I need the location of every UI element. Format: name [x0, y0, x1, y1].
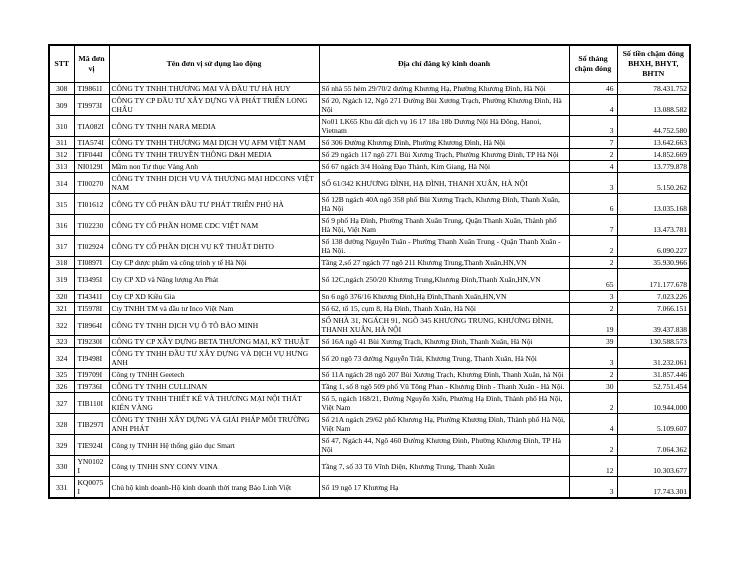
cell-unit-name: CÔNG TY CP XÂY DỰNG BETA THƯƠNG MẠI, KỸ THUẬT: [109, 336, 319, 348]
cell-unit-name: CÔNG TY TNHH TRUYỀN THÔNG D&H MEDIA: [109, 149, 319, 161]
cell-unit-code: TIA082I: [74, 116, 109, 137]
cell-stt: 320: [49, 291, 74, 303]
cell-address: Tầng 7, số 33 Tô Vĩnh Diện, Khương Trung, Thanh Xuân: [319, 456, 569, 477]
cell-amount-late: 13.642.663: [617, 137, 690, 149]
cell-unit-name: CÔNG TY TNHH THƯƠNG MẠI VÀ ĐẦU TƯ HÀ HUY: [109, 83, 319, 95]
cell-unit-name: Công ty TNHH SNY CONY VINA: [109, 456, 319, 477]
table-row: [49, 257, 690, 269]
column-header-unit-name: Tên đơn vị sử dụng lao động: [109, 45, 319, 83]
cell-amount-late: 13.088.582: [617, 95, 690, 116]
cell-stt: 330: [49, 456, 74, 477]
cell-months-late: 7: [569, 215, 617, 236]
cell-stt: 309: [49, 95, 74, 116]
late-payment-table: [48, 44, 691, 499]
cell-unit-name: CÔNG TY CỔ PHẦN DỊCH VỤ KỸ THUẬT DHTO: [109, 236, 319, 257]
cell-unit-code: TI9498I: [74, 348, 109, 369]
cell-address: Số 306 Đường Khương Đình, Phường Khương Đình, Hà Nội: [319, 137, 569, 149]
cell-stt: 323: [49, 336, 74, 348]
table-row: [49, 369, 690, 381]
cell-stt: 311: [49, 137, 74, 149]
cell-amount-late: 7.064.362: [617, 435, 690, 456]
cell-unit-code: TI00270: [74, 173, 109, 194]
column-header-months-late: Số tháng chậm đóng: [569, 45, 617, 83]
cell-address: Tầng 2,số 27 ngách 77 ngõ 211 Khương Trung,Thanh Xuân,HN,VN: [319, 257, 569, 269]
cell-unit-code: TI5978I: [74, 303, 109, 315]
column-header-stt: STT: [49, 45, 74, 83]
table-row: [49, 435, 690, 456]
table-row: [49, 215, 690, 236]
cell-unit-name: CÔNG TY CP ĐẦU TƯ XÂY DỰNG VÀ PHÁT TRIỂN LONG CHÂU: [109, 95, 319, 116]
cell-unit-code: TI8964I: [74, 315, 109, 336]
cell-unit-name: Công ty TNHH Geetech: [109, 369, 319, 381]
cell-unit-code: TIB297I: [74, 414, 109, 435]
cell-stt: 315: [49, 194, 74, 215]
cell-unit-name: Mầm non Tư thục Vàng Anh: [109, 161, 319, 173]
cell-stt: 326: [49, 381, 74, 393]
cell-amount-late: 17.743.301: [617, 477, 690, 499]
cell-unit-name: Cty CP XD Kiều Gia: [109, 291, 319, 303]
cell-unit-code: TI4341I: [74, 291, 109, 303]
cell-unit-name: CÔNG TY TNHH THƯƠNG MẠI DỊCH VỤ AFM VIỆT NAM: [109, 137, 319, 149]
table-row: [49, 161, 690, 173]
cell-address: Số 5, ngách 168/21, Đường Nguyễn Xiển, Phường Hạ Đình, Thành phố Hà Nội, Việt Nam: [319, 393, 569, 414]
cell-address: SỐ 61/342 KHƯƠNG ĐÌNH, HẠ ĐÌNH, THANH XUÂN, HÀ NỘI: [319, 173, 569, 194]
table-row: [49, 348, 690, 369]
cell-unit-code: YN0102I: [74, 456, 109, 477]
cell-address: Số 19 ngõ 17 Khương Hạ: [319, 477, 569, 499]
cell-address: No01 LK65 Khu đất dịch vụ 16 17 18a 18b Dương Nội Hà Đông, Hanoi, Vietnam: [319, 116, 569, 137]
cell-amount-late: 10.944.000: [617, 393, 690, 414]
cell-months-late: 3: [569, 116, 617, 137]
cell-amount-late: 31.857.446: [617, 369, 690, 381]
table-row: [49, 381, 690, 393]
cell-unit-code: TI9709I: [74, 369, 109, 381]
table-row: [49, 393, 690, 414]
cell-amount-late: 5.109.607: [617, 414, 690, 435]
cell-unit-name: CÔNG TY TNHH XÂY DỰNG VÀ GIẢI PHÁP MÔI TRƯỜNG ANH PHÁT: [109, 414, 319, 435]
cell-amount-late: 35.930.966: [617, 257, 690, 269]
cell-address: Số 138 đường Nguyễn Tuân - Phường Thanh Xuân Trung - Quận Thanh Xuân - Hà Nội.: [319, 236, 569, 257]
cell-address: Số 67 ngách 3/4 Hoàng Đạo Thành, Kim Giang, Hà Nội: [319, 161, 569, 173]
table-row: [49, 173, 690, 194]
cell-unit-code: TI9861I: [74, 83, 109, 95]
cell-unit-code: NI0129I: [74, 161, 109, 173]
table-header-row: [49, 45, 690, 83]
cell-stt: 324: [49, 348, 74, 369]
cell-address: Số 20, Ngách 12, Ngõ 271 Đường Bùi Xương Trạch, Phường Khương Đình, Hà Nội: [319, 95, 569, 116]
cell-address: Số 12C,ngách 250/20 Khương Trung,Khương Đình,Thanh Xuân,HN,VN: [319, 269, 569, 291]
cell-address: Số 9 phố Hạ Đình, Phường Thanh Xuân Trung, Quận Thanh Xuân, Thành phố Hà Nội, Việt Nam: [319, 215, 569, 236]
table-row: [49, 137, 690, 149]
cell-months-late: 3: [569, 291, 617, 303]
cell-unit-name: Cty CP XD và Năng lượng An Phát: [109, 269, 319, 291]
cell-amount-late: 14.852.669: [617, 149, 690, 161]
cell-unit-code: TI9973I: [74, 95, 109, 116]
table-row: [49, 236, 690, 257]
cell-unit-name: CÔNG TY TNHH DỊCH VỤ Ô TÔ BẢO MINH: [109, 315, 319, 336]
cell-unit-name: CÔNG TY TNHH THIẾT KẾ VÀ THƯƠNG MẠI NỘI THẤT KIẾN VÀNG: [109, 393, 319, 414]
cell-amount-late: 13.035.168: [617, 194, 690, 215]
cell-amount-late: 6.090.227: [617, 236, 690, 257]
cell-stt: 310: [49, 116, 74, 137]
cell-amount-late: 31.232.061: [617, 348, 690, 369]
cell-address: Tầng 1, số 8 ngõ 509 phố Vũ Tông Phan - Khương Đình - Thanh Xuân - Hà Nội.: [319, 381, 569, 393]
cell-amount-late: 78.431.752: [617, 83, 690, 95]
table-row: [49, 414, 690, 435]
table-row: [49, 291, 690, 303]
cell-months-late: 30: [569, 381, 617, 393]
cell-stt: 313: [49, 161, 74, 173]
cell-unit-name: CÔNG TY TNHH CULLINAN: [109, 381, 319, 393]
cell-unit-code: TI9736I: [74, 381, 109, 393]
cell-stt: 327: [49, 393, 74, 414]
cell-months-late: 2: [569, 435, 617, 456]
column-header-amount-late: Số tiền chậm đóng BHXH, BHYT, BHTN: [617, 45, 690, 83]
cell-months-late: 46: [569, 83, 617, 95]
cell-unit-name: CÔNG TY TNHH ĐẦU TƯ XÂY DỰNG VÀ DỊCH VỤ HƯNG ANH: [109, 348, 319, 369]
table-row: [49, 456, 690, 477]
cell-unit-code: TI0897I: [74, 257, 109, 269]
table-row: [49, 83, 690, 95]
cell-unit-code: TI01612: [74, 194, 109, 215]
column-header-address: Địa chỉ đăng ký kinh doanh: [319, 45, 569, 83]
cell-amount-late: 5.150.262: [617, 173, 690, 194]
cell-address: Số nhà 55 hẻm 29/70/2 đường Khương Hạ, Phường Khương Đình, Hà Nội: [319, 83, 569, 95]
cell-address: Số 16A ngõ 41 Bùi Xương Trạch, Khương Đình, Thanh Xuân, Hà Nội: [319, 336, 569, 348]
table-row: [49, 116, 690, 137]
table-row: [49, 477, 690, 499]
cell-amount-late: 171.177.678: [617, 269, 690, 291]
cell-amount-late: 13.779.878: [617, 161, 690, 173]
cell-amount-late: 7.066.151: [617, 303, 690, 315]
table-row: [49, 95, 690, 116]
table-row: [49, 269, 690, 291]
cell-months-late: 2: [569, 393, 617, 414]
cell-months-late: 6: [569, 194, 617, 215]
cell-stt: 314: [49, 173, 74, 194]
cell-unit-name: Cty CP dược phẩm và công trình y tế Hà Nội: [109, 257, 319, 269]
cell-address: Số 21A ngách 29/62 phố Khương Hạ, Phường Khương Đình, Thành phố Hà Nội, Việt Nam: [319, 414, 569, 435]
cell-address: SỐ NHÀ 31, NGÁCH 91, NGÕ 345 KHƯƠNG TRUNG, KHƯƠNG ĐÌNH, THANH XUÂN, HÀ NỘI: [319, 315, 569, 336]
cell-months-late: 2: [569, 369, 617, 381]
cell-amount-late: 7.023.226: [617, 291, 690, 303]
cell-stt: 312: [49, 149, 74, 161]
cell-amount-late: 130.588.573: [617, 336, 690, 348]
cell-unit-code: TIA574I: [74, 137, 109, 149]
cell-months-late: 39: [569, 336, 617, 348]
cell-address: Số 47, Ngách 44, Ngõ 460 Đường Khương Đình, Phường Khương Đình, TP Hà Nội: [319, 435, 569, 456]
cell-stt: 318: [49, 257, 74, 269]
cell-address: Sn 6 ngõ 376/16 Khương Đình,Hạ Đình,Thanh Xuân,HN,VN: [319, 291, 569, 303]
cell-months-late: 3: [569, 348, 617, 369]
cell-unit-code: TI02230: [74, 215, 109, 236]
cell-unit-code: TIE924I: [74, 435, 109, 456]
cell-stt: 329: [49, 435, 74, 456]
cell-address: Số 20 ngõ 73 đường Nguyễn Trãi, Khương Trung, Thanh Xuân, Hà Nội: [319, 348, 569, 369]
cell-amount-late: 13.473.781: [617, 215, 690, 236]
cell-months-late: 3: [569, 477, 617, 499]
cell-months-late: 2: [569, 303, 617, 315]
cell-address: Số 11A ngách 28 ngõ 207 Bùi Xương Trạch, Khương Đình, Thanh Xuân, hà Nội: [319, 369, 569, 381]
cell-months-late: 2: [569, 257, 617, 269]
cell-months-late: 4: [569, 161, 617, 173]
table-row: [49, 149, 690, 161]
cell-stt: 308: [49, 83, 74, 95]
cell-months-late: 2: [569, 236, 617, 257]
cell-unit-code: TI9230I: [74, 336, 109, 348]
cell-months-late: 4: [569, 414, 617, 435]
cell-unit-name: CÔNG TY CỔ PHẦN HOME CDC VIỆT NAM: [109, 215, 319, 236]
cell-unit-name: CÔNG TY TNHH NARA MEDIA: [109, 116, 319, 137]
cell-months-late: 19: [569, 315, 617, 336]
cell-unit-code: TI3495I: [74, 269, 109, 291]
table-row: [49, 194, 690, 215]
cell-months-late: 3: [569, 173, 617, 194]
cell-unit-name: Công ty TNHH Hệ thống giáo dục Smart: [109, 435, 319, 456]
cell-amount-late: 44.752.580: [617, 116, 690, 137]
cell-address: Số 29 ngách 117 ngõ 271 Bùi Xương Trạch, Phường Khương Đình, TP Hà Nội: [319, 149, 569, 161]
cell-stt: 316: [49, 215, 74, 236]
cell-unit-name: Cty TNHH TM và đầu tư Inco Việt Nam: [109, 303, 319, 315]
cell-amount-late: 10.303.677: [617, 456, 690, 477]
cell-address: Số 12B ngách 40A ngõ 358 phố Bùi Xương Trạch, Khương Đình, Thanh Xuân, Hà Nội: [319, 194, 569, 215]
table-row: [49, 315, 690, 336]
cell-months-late: 4: [569, 95, 617, 116]
cell-stt: 322: [49, 315, 74, 336]
cell-months-late: 65: [569, 269, 617, 291]
cell-amount-late: 52.751.454: [617, 381, 690, 393]
cell-unit-code: TIB110I: [74, 393, 109, 414]
cell-amount-late: 39.437.838: [617, 315, 690, 336]
cell-unit-code: TI02924: [74, 236, 109, 257]
column-header-unit-code: Mã đơn vị: [74, 45, 109, 83]
cell-unit-name: Chủ hộ kinh doanh-Hộ kinh doanh thời trang Bảo Linh Việt: [109, 477, 319, 499]
cell-unit-name: CÔNG TY CỔ PHẦN ĐẦU TƯ PHÁT TRIỂN PHÚ HÀ: [109, 194, 319, 215]
cell-stt: 319: [49, 269, 74, 291]
table-row: [49, 336, 690, 348]
cell-address: Số 62, tổ 15, cụm 8, Hạ Đình, Thanh Xuân, Hà Nội: [319, 303, 569, 315]
cell-months-late: 2: [569, 149, 617, 161]
cell-stt: 317: [49, 236, 74, 257]
cell-stt: 325: [49, 369, 74, 381]
cell-unit-code: TIF044I: [74, 149, 109, 161]
cell-stt: 331: [49, 477, 74, 499]
cell-unit-code: KQ0075I: [74, 477, 109, 499]
table-row: [49, 303, 690, 315]
cell-unit-name: CÔNG TY TNHH DỊCH VỤ VÀ THƯƠNG MẠI HDCONS VIỆT NAM: [109, 173, 319, 194]
cell-months-late: 12: [569, 456, 617, 477]
cell-stt: 328: [49, 414, 74, 435]
cell-months-late: 7: [569, 137, 617, 149]
cell-stt: 321: [49, 303, 74, 315]
